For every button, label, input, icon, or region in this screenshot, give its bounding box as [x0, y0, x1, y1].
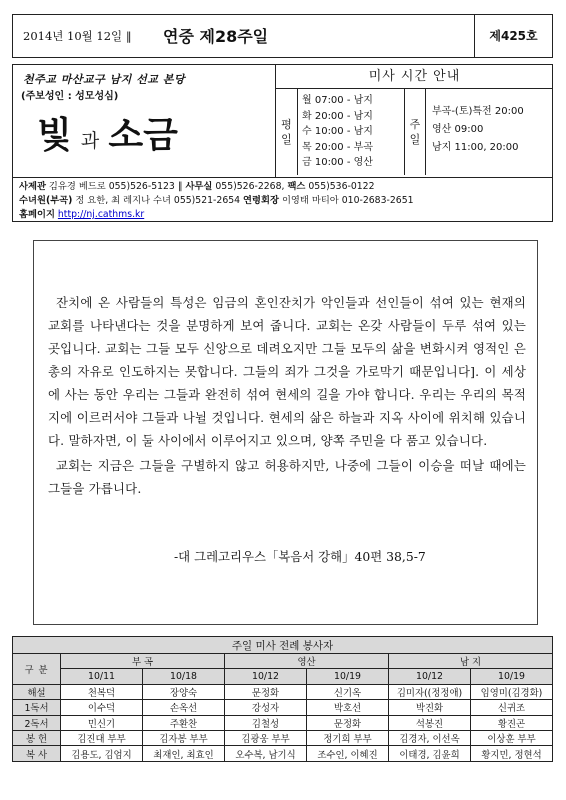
- date-header: 10/12: [389, 669, 471, 684]
- volunteer-cell: 김광웅 부부: [225, 730, 307, 745]
- logo-connector: 과: [80, 130, 100, 152]
- volunteer-cell: 이상훈 부부: [471, 730, 553, 745]
- roster-table: [12, 636, 553, 762]
- role-cell: 복 사: [13, 746, 61, 761]
- date-separator: ‖: [125, 29, 132, 43]
- volunteer-cell: 문정화: [225, 684, 307, 699]
- weekday-label-char: 일: [281, 133, 292, 146]
- sunday-schedule: [432, 103, 524, 157]
- volunteer-cell: 김경자, 이선옥: [389, 730, 471, 745]
- sunday-item: 영산 09:00: [432, 124, 484, 135]
- date-header: 10/19: [471, 669, 553, 684]
- weekday-item: 수 10:00 - 남지: [302, 126, 373, 137]
- volunteer-cell: 김용도, 김엄지: [61, 746, 143, 761]
- table-row: [13, 700, 553, 715]
- date-text: 2014년 10월 12일: [23, 29, 123, 43]
- role-cell: 2독서: [13, 715, 61, 730]
- ministry-roster: [12, 636, 553, 762]
- office-phone: 055)526-2268,: [215, 181, 285, 192]
- bulletin-logo: [37, 107, 287, 173]
- volunteer-cell: 김철성: [225, 715, 307, 730]
- volunteer-cell: 박호선: [307, 700, 389, 715]
- parish-header: 남 지: [389, 654, 553, 669]
- date-header: 10/19: [307, 669, 389, 684]
- weekday-item: 금 10:00 - 영산: [302, 157, 373, 168]
- weekday-schedule: [302, 93, 373, 171]
- contact-line-2: [19, 194, 546, 208]
- pastor-contact: 김유경 베드로 055)526-5123: [48, 181, 175, 192]
- parish-header: 영산: [225, 654, 389, 669]
- date-header: 10/12: [225, 669, 307, 684]
- volunteer-cell: 김미자((정정애): [389, 684, 471, 699]
- volunteer-cell: 천복덕: [61, 684, 143, 699]
- office-label: 사무실: [185, 181, 213, 192]
- council-contact: 이영태 마티아 010-2683-2651: [281, 195, 414, 206]
- volunteer-cell: 황진곤: [471, 715, 553, 730]
- weekday-label: [276, 89, 298, 175]
- council-label: 연령회장: [243, 195, 279, 206]
- volunteer-cell: 장양숙: [143, 684, 225, 699]
- volunteer-cell: 민신기: [61, 715, 143, 730]
- date-header: 10/11: [61, 669, 143, 684]
- convent-contact: 정 요한, 최 레지나 수녀 055)521-2654: [75, 195, 241, 206]
- sunday-label-char: 일: [409, 133, 421, 146]
- volunteer-cell: 이수덕: [61, 700, 143, 715]
- fax-number: 055)536-0122: [308, 181, 375, 192]
- reflection-box: [33, 240, 538, 625]
- contact-line-1: [19, 180, 546, 194]
- weekday-item: 목 20:00 - 부곡: [302, 141, 373, 153]
- issue-number: 제425호: [474, 15, 552, 57]
- volunteer-cell: 임영미(김경화): [471, 684, 553, 699]
- table-row: [13, 730, 553, 745]
- issue-date: [23, 28, 132, 44]
- contact-line-3: [19, 208, 546, 222]
- pastor-label: 사제관: [19, 181, 46, 192]
- volunteer-cell: 조수인, 이혜진: [307, 746, 389, 761]
- role-cell: 봉 헌: [13, 730, 61, 745]
- volunteer-cell: 정기희 부부: [307, 730, 389, 745]
- sunday-label-char: 주: [409, 118, 421, 131]
- date-header: 10/18: [143, 669, 225, 684]
- reflection-paragraph: 교회는 지금은 그들을 구별하지 않고 허용하지만, 나중에 그들이 이승을 떠날 때에는 그들을 가릅니다.: [48, 458, 526, 496]
- reflection-source: -대 그레고리우스「복음서 강해」40편 38,5-7: [174, 549, 426, 564]
- volunteer-cell: 문정화: [307, 715, 389, 730]
- table-row: [13, 684, 553, 699]
- logo-word-light: 빛: [37, 114, 72, 156]
- header-bar: [12, 14, 553, 58]
- homepage-label: 홈페이지: [19, 209, 55, 220]
- parish-name: 천주교 마산교구 남지 선교 본당: [23, 73, 185, 86]
- sunday-label: [404, 89, 426, 175]
- table-row: [13, 715, 553, 730]
- sunday-item: 남지 11:00, 20:00: [432, 142, 519, 153]
- volunteer-cell: 강성자: [225, 700, 307, 715]
- weekday-label-char: 평: [281, 118, 292, 131]
- volunteer-cell: 김자봉 부부: [143, 730, 225, 745]
- volunteer-cell: 석봉진: [389, 715, 471, 730]
- volunteer-cell: 최재인, 최효인: [143, 746, 225, 761]
- role-cell: 해설: [13, 684, 61, 699]
- roster-title: 주일 미사 전례 봉사자: [13, 637, 553, 654]
- mass-times-box: [275, 65, 553, 177]
- volunteer-cell: 이태경, 김윤희: [389, 746, 471, 761]
- mass-times-title: 미사 시간 안내: [276, 65, 553, 89]
- contact-separator: ‖: [177, 181, 183, 192]
- volunteer-cell: 황지민, 정현석: [471, 746, 553, 761]
- mass-times-body: [276, 89, 553, 175]
- convent-label: 수녀원(부곡): [19, 195, 73, 206]
- volunteer-cell: 김진대 부부: [61, 730, 143, 745]
- volunteer-cell: 신귀조: [471, 700, 553, 715]
- table-row: [13, 746, 553, 761]
- logo-word-salt: 소금: [108, 114, 178, 156]
- reflection-text: [48, 291, 526, 500]
- weekday-item: 화 20:00 - 남지: [302, 110, 373, 122]
- patron-saint: (주보성인 : 성모성심): [21, 91, 119, 102]
- weekday-item: 월 07:00 - 남지: [302, 95, 373, 106]
- liturgical-week: 연중 제28주일: [163, 27, 269, 46]
- parish-header: 부 곡: [61, 654, 225, 669]
- role-cell: 1독서: [13, 700, 61, 715]
- masthead: [12, 64, 553, 222]
- sunday-item: 부곡-(토)특전 20:00: [432, 106, 524, 117]
- contact-info: [13, 177, 552, 221]
- volunteer-cell: 주환찬: [143, 715, 225, 730]
- volunteer-cell: 박진화: [389, 700, 471, 715]
- homepage-link[interactable]: http://nj.cathms.kr: [57, 209, 145, 220]
- reflection-paragraph: 잔치에 온 사람들의 특성은 임금의 혼인잔치가 악인들과 선인들이 섞여 있는 현재의 교회를 나타낸다는 것을 분명하게 보여 줍니다. 교회는 온갖 사람들이 두루 섞여 있는 곳입니다. 교회는 그들 모두 신앙으로 데려오지만 그들 모두의 삶을 변화시켜 영적인 은총의 자유로 인도하지는 못합니다. 그들의 죄가 그것을 가로막기 때문입니다]. 이 세상에 사는 동안 우리는 그들과 완전히 섞여 현세의 길을 가야 합니다. 우리는 우리의 목적지에 이르러서야 그들과 나뉠 것입니다. 현세의 삶은 하늘과 지옥 사이에 위치해 있습니다. 말하자면, 이 둘 사이에서 이루어지고 있으며, 양쪽 주민을 다 품고 있습니다.: [48, 295, 526, 448]
- volunteer-cell: 신기옥: [307, 684, 389, 699]
- roster-row-header: 구 분: [13, 654, 61, 685]
- fax-label: 팩스: [287, 181, 306, 192]
- volunteer-cell: 손옥선: [143, 700, 225, 715]
- volunteer-cell: 오수복, 남기식: [225, 746, 307, 761]
